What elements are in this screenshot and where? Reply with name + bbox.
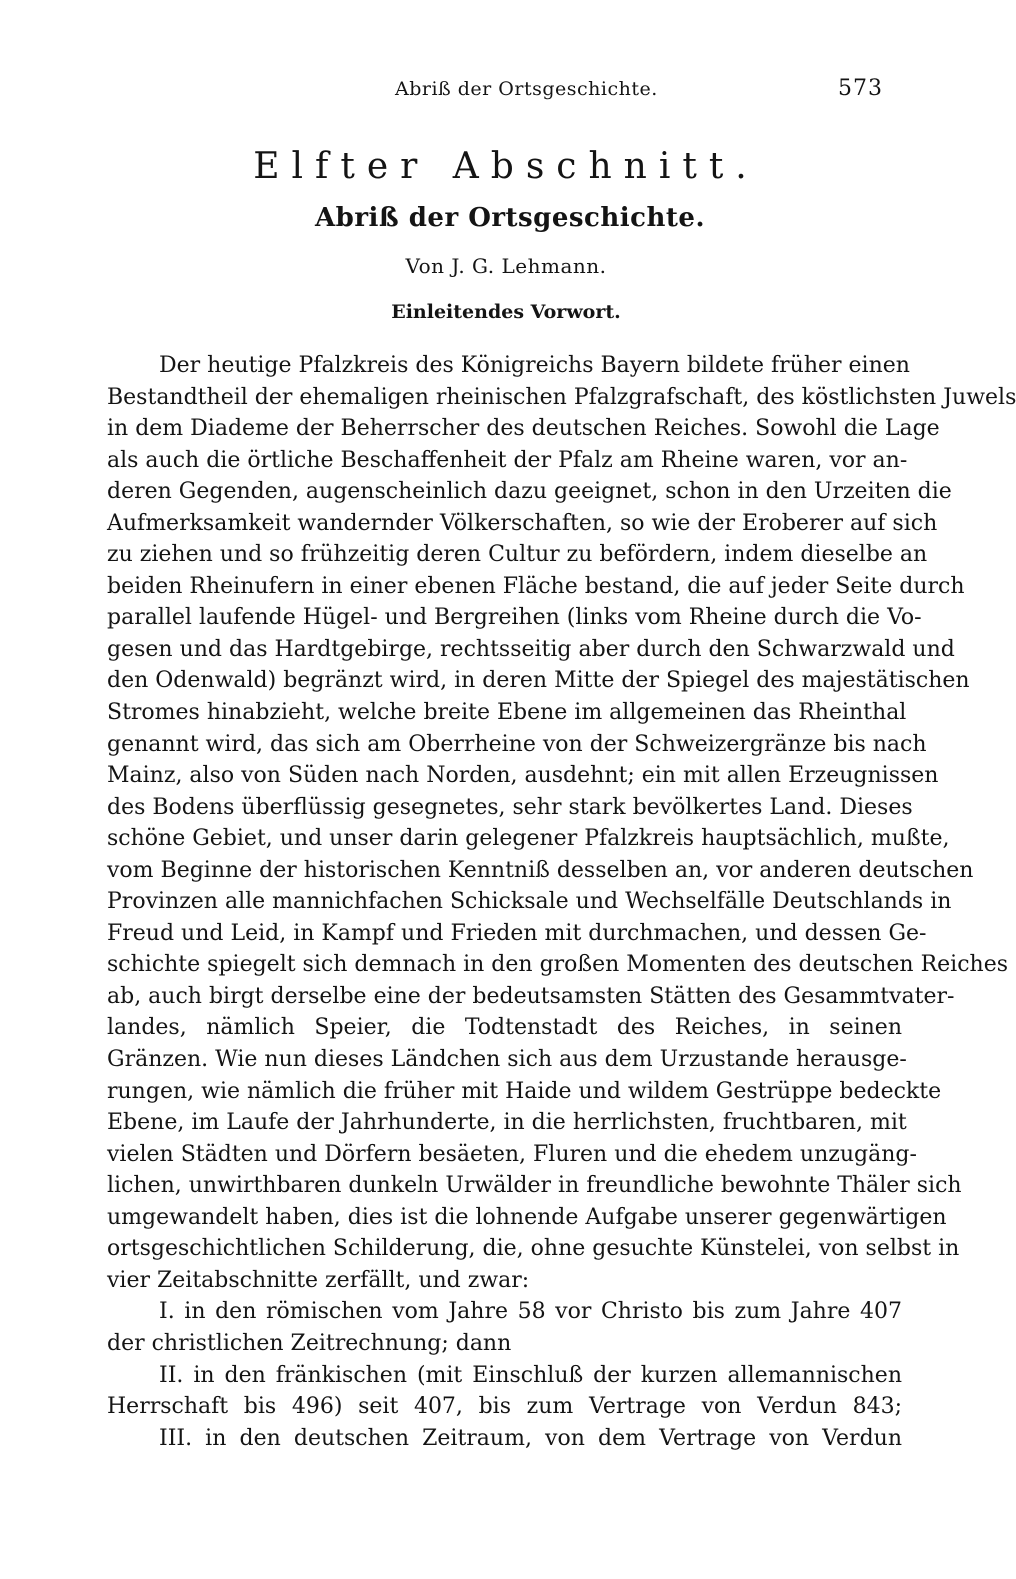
text-line: schöne Gebiet, und unser darin gelegener Pfalzkreis hauptsächlich, mußte, [107, 826, 950, 852]
text-line: umgewandelt haben, dies ist die lohnende Aufgabe unserer gegenwärtigen [107, 1204, 947, 1230]
text-line: Herrschaft bis 496) seit 407, bis zum Vertrage von Verdun 843; [107, 1394, 902, 1420]
page-number: 573 [838, 76, 883, 101]
running-head: Abriß der Ortsgeschichte. [395, 78, 658, 100]
text-line: Bestandtheil der ehemaligen rheinischen Pfalzgrafschaft, des köstlichsten Juwels [107, 384, 1016, 410]
text-line: Aufmerksamkeit wandernder Völkerschaften, so wie der Eroberer auf sich [107, 510, 938, 536]
author-line: Von J. G. Lehmann. [405, 254, 607, 278]
text-line: parallel laufende Hügel- und Bergreihen (links vom Rheine durch die Vo- [107, 605, 922, 631]
text-line: Der heutige Pfalzkreis des Königreichs Bayern bildete früher einen [159, 353, 910, 378]
text-line: ortsgeschichtlichen Schilderung, die, ohne gesuchte Künstelei, von selbst in [107, 1236, 960, 1262]
text-line: zu ziehen und so frühzeitig deren Cultur zu befördern, indem dieselbe an [107, 542, 928, 568]
text-line: Provinzen alle mannichfachen Schicksale und Wechselfälle Deutschlands in [107, 889, 952, 915]
chapter-subtitle: Abriß der Ortsgeschichte. [314, 203, 705, 233]
list-item-roman: I. in den römischen vom Jahre 58 vor Christo bis zum Jahre 407 [159, 1299, 902, 1325]
list-item-german: III. in den deutschen Zeitraum, von dem Vertrage von Verdun [159, 1425, 902, 1451]
section-heading: Einleitendes Vorwort. [391, 301, 621, 323]
text-line: ab, auch birgt derselbe eine der bedeutsamsten Stätten des Gesammtvater- [107, 983, 955, 1009]
text-line: rungen, wie nämlich die früher mit Haide und wildem Gestrüppe bedeckte [107, 1078, 942, 1104]
text-line: als auch die örtliche Beschaffenheit der Pfalz am Rheine waren, vor an- [107, 447, 908, 473]
text-line: deren Gegenden, augenscheinlich dazu geeignet, schon in den Urzeiten die [107, 479, 952, 505]
text-line: vielen Städten und Dörfern besäeten, Fluren und die ehedem unzugäng- [107, 1141, 917, 1167]
list-item-frankish: II. in den fränkischen (mit Einschluß der kurzen allemannischen [159, 1362, 902, 1388]
text-line: in dem Diademe der Beherrscher des deutschen Reiches. Sowohl die Lage [107, 416, 940, 442]
text-line: der christlichen Zeitrechnung; dann [107, 1330, 512, 1356]
text-line: Ebene, im Laufe der Jahrhunderte, in die herrlichsten, fruchtbaren, mit [107, 1110, 907, 1136]
text-line: gesen und das Hardtgebirge, rechtsseitig aber durch den Schwarzwald und [107, 636, 955, 662]
text-line: Stromes hinabzieht, welche breite Ebene im allgemeinen das Rheinthal [107, 700, 907, 726]
chapter-title: Elfter Abschnitt. [253, 146, 759, 187]
text-line: beiden Rheinufern in einer ebenen Fläche bestand, die auf jeder Seite durch [107, 573, 965, 599]
text-line: Gränzen. Wie nun dieses Ländchen sich aus dem Urzustande herausge- [107, 1047, 907, 1073]
text-line: schichte spiegelt sich demnach in den großen Momenten des deutschen Reiches [107, 952, 1009, 978]
text-line: lichen, unwirthbaren dunkeln Urwälder in freundliche bewohnte Thäler sich [107, 1173, 962, 1199]
body-text [107, 350, 1016, 1454]
text-line: vier Zeitabschnitte zerfällt, und zwar: [107, 1267, 530, 1293]
text-line: landes, nämlich Speier, die Todtenstadt des Reiches, in seinen [107, 1015, 902, 1041]
text-line: vom Beginne der historischen Kenntniß desselben an, vor anderen deutschen [107, 857, 974, 883]
text-line: Mainz, also von Süden nach Norden, ausdehnt; ein mit allen Erzeugnissen [107, 763, 939, 789]
text-line: genannt wird, das sich am Oberrheine von der Schweizergränze bis nach [107, 731, 927, 757]
text-line: des Bodens überflüssig gesegnetes, sehr stark bevölkertes Land. Dieses [107, 794, 913, 820]
text-line: Freud und Leid, in Kampf und Frieden mit durchmachen, und dessen Ge- [107, 920, 927, 946]
text-line: den Odenwald) begränzt wird, in deren Mitte der Spiegel des majestätischen [107, 668, 970, 694]
